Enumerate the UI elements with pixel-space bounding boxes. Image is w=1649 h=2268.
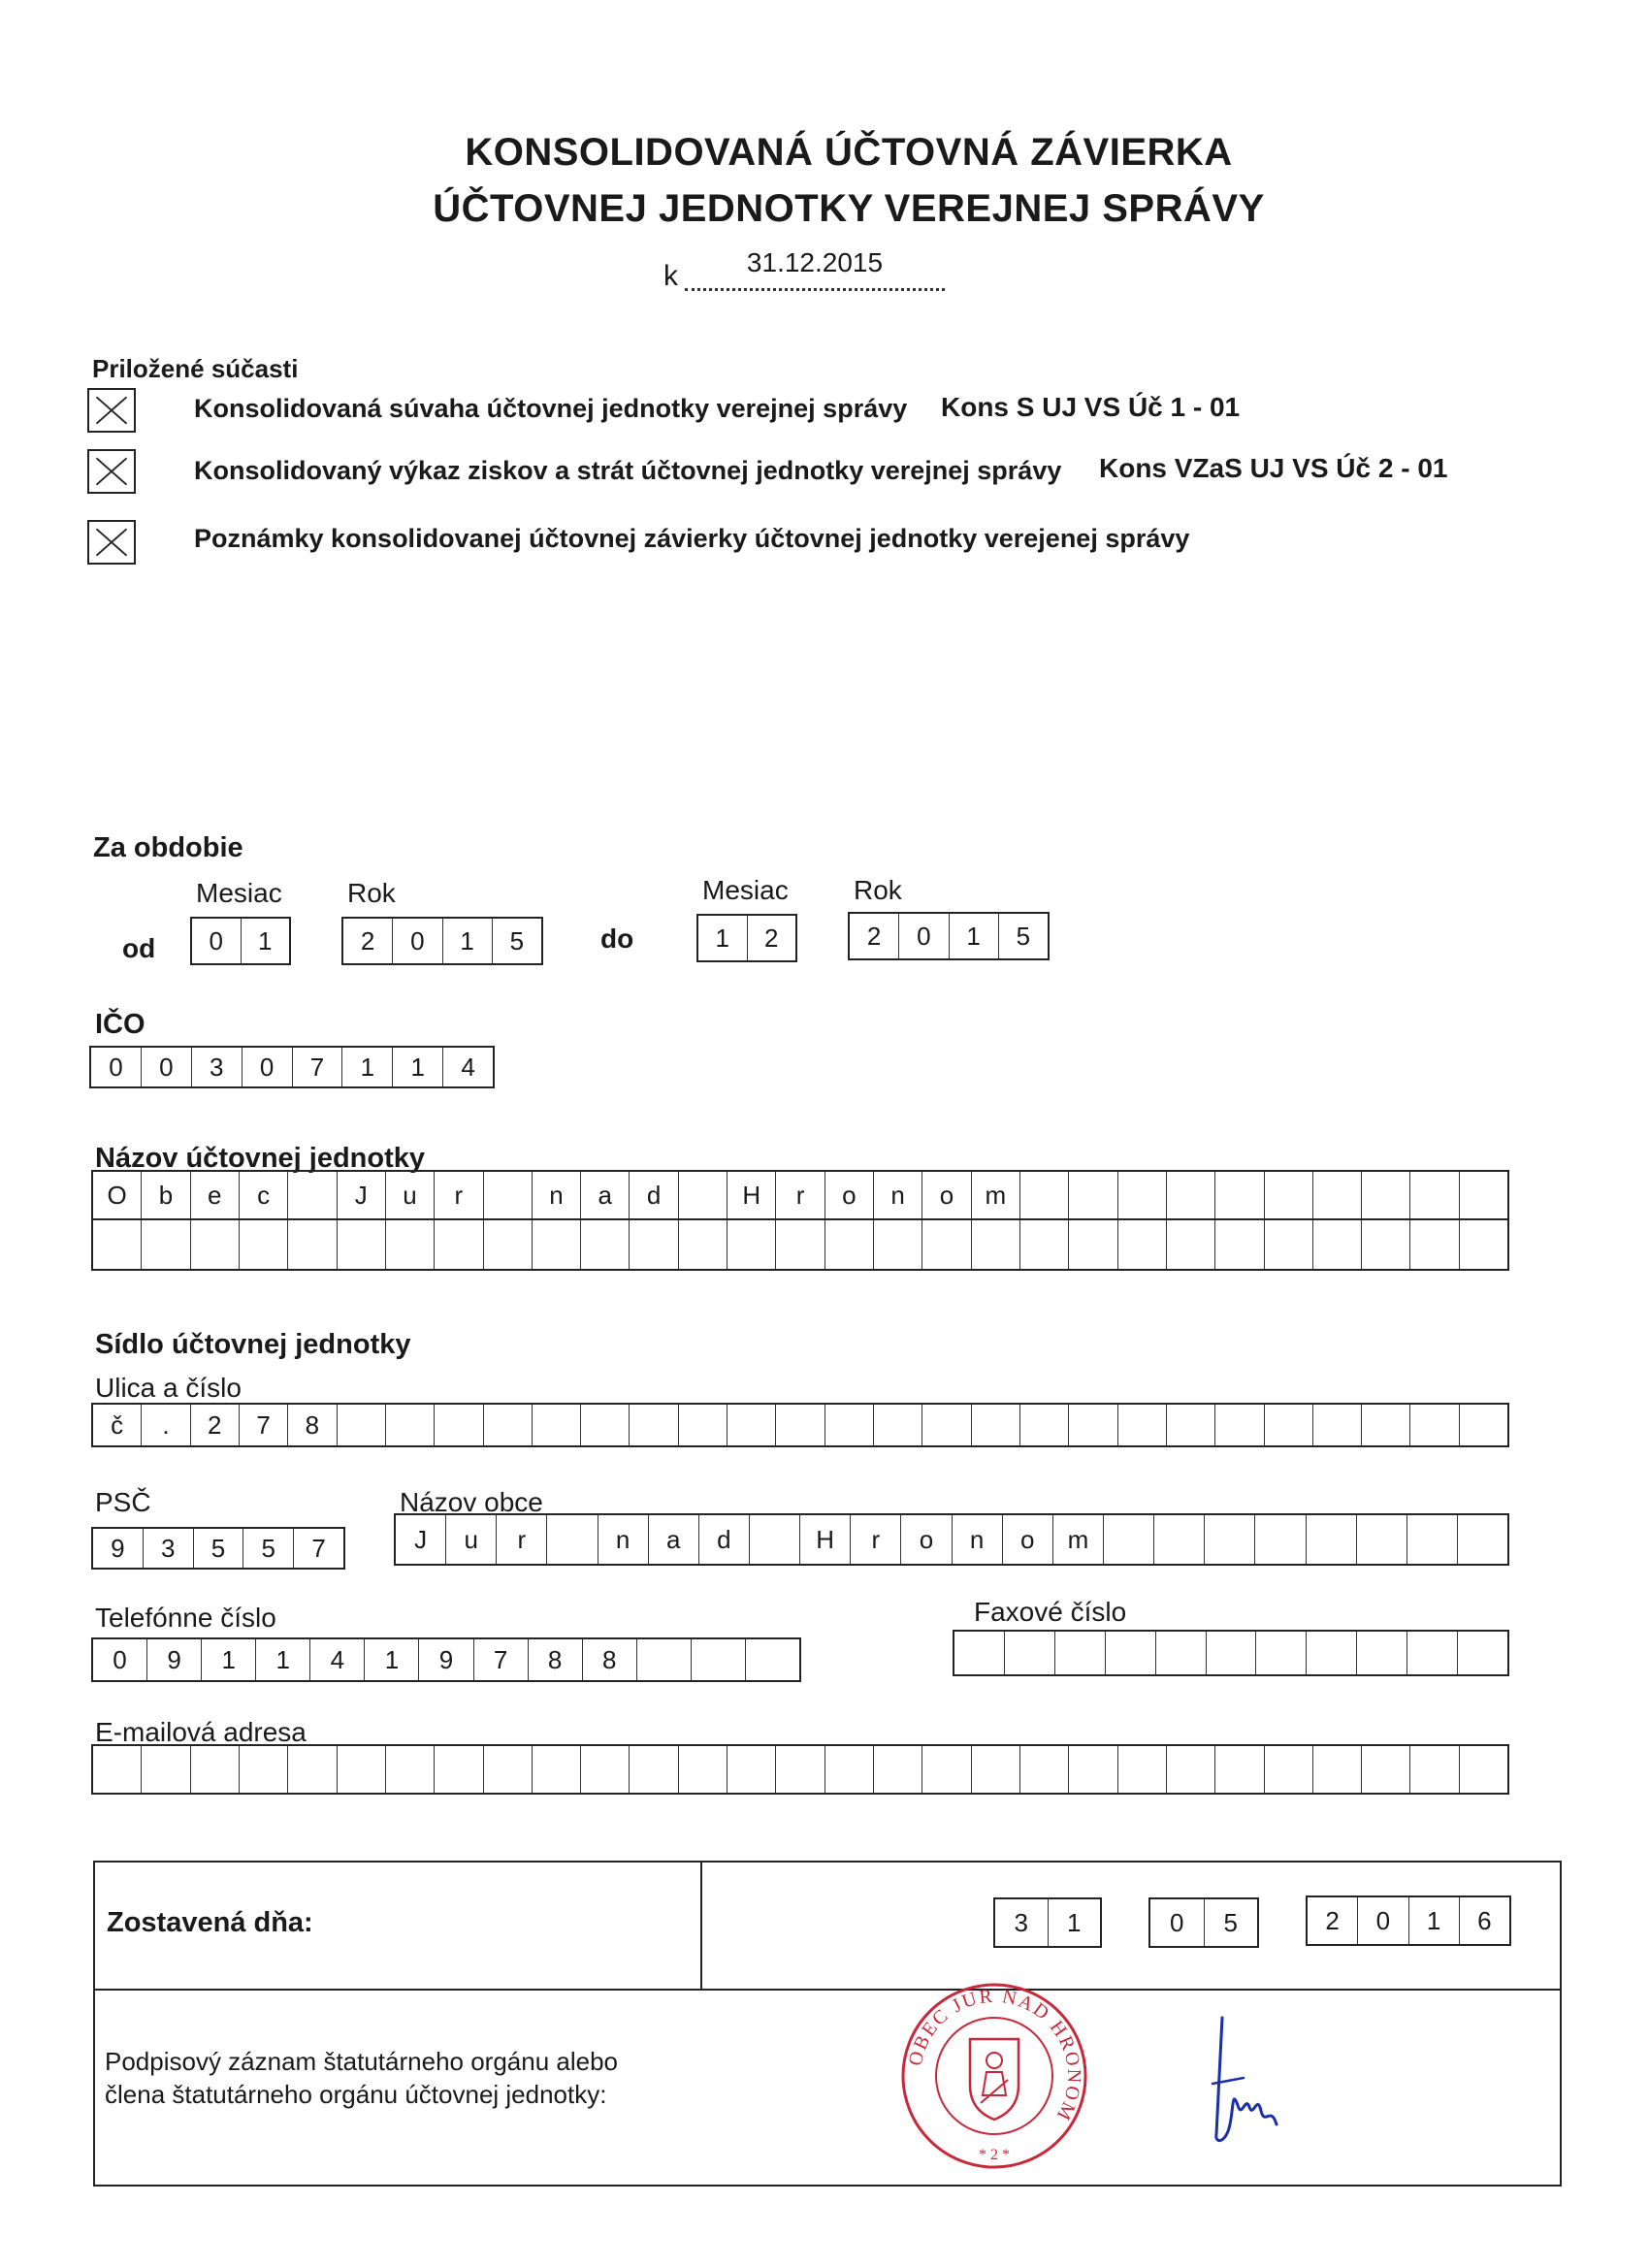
cell — [1069, 1746, 1117, 1793]
official-stamp — [897, 1979, 1091, 2173]
cell: d — [699, 1515, 750, 1564]
cell: 1 — [256, 1639, 310, 1680]
cell — [1118, 1172, 1167, 1218]
cell — [1410, 1405, 1459, 1445]
entity-name-row-2[interactable] — [91, 1218, 1509, 1271]
cell — [825, 1405, 874, 1445]
cell: m — [972, 1172, 1020, 1218]
cell: a — [649, 1515, 699, 1564]
cell — [1118, 1746, 1167, 1793]
cell — [972, 1746, 1020, 1793]
cell — [679, 1405, 728, 1445]
cell — [484, 1220, 533, 1269]
cell — [1307, 1515, 1357, 1564]
cell — [1410, 1746, 1459, 1793]
to-month-label: Mesiac — [702, 875, 789, 905]
cell: 3 — [144, 1529, 194, 1568]
cell: 5 — [1016, 921, 1031, 951]
cell — [746, 1639, 799, 1680]
cell — [1362, 1172, 1410, 1218]
from-month-label: Mesiac — [196, 878, 282, 908]
cell — [692, 1639, 746, 1680]
fax-label: Faxové číslo — [974, 1597, 1127, 1627]
cell — [1357, 1632, 1407, 1674]
cell — [338, 1405, 386, 1445]
cell: c — [240, 1172, 288, 1218]
cell — [1407, 1515, 1458, 1564]
cell: b — [142, 1172, 190, 1218]
cell: 3 — [192, 1048, 242, 1086]
cell — [1167, 1220, 1215, 1269]
cell — [1069, 1220, 1117, 1269]
cell — [386, 1220, 435, 1269]
title-line-1: KONSOLIDOVANÁ ÚČTOVNÁ ZÁVIERKA — [465, 131, 1233, 174]
cell: 7 — [293, 1048, 343, 1086]
cell: 0 — [192, 919, 242, 963]
cell — [776, 1405, 824, 1445]
psc-label: PSČ — [95, 1487, 151, 1517]
cell: o — [1003, 1515, 1053, 1564]
cell — [1362, 1746, 1410, 1793]
cell — [1167, 1746, 1215, 1793]
street-label: Ulica a číslo — [95, 1373, 242, 1403]
address-heading: Sídlo účtovnej jednotky — [95, 1329, 411, 1360]
cell — [1362, 1405, 1410, 1445]
cell — [533, 1746, 581, 1793]
cell: o — [922, 1172, 971, 1218]
from-year-field[interactable] — [341, 917, 543, 965]
cell — [1104, 1515, 1154, 1564]
cell — [776, 1746, 824, 1793]
cell — [1215, 1172, 1264, 1218]
city-label: Názov obce — [400, 1487, 543, 1517]
cell — [484, 1405, 533, 1445]
cell: 1 — [202, 1639, 256, 1680]
cell — [922, 1220, 971, 1269]
cell — [776, 1220, 824, 1269]
cell — [533, 1405, 581, 1445]
fax-field[interactable] — [953, 1630, 1509, 1676]
cell — [1265, 1220, 1313, 1269]
from-month-field[interactable] — [190, 917, 291, 965]
phone-field[interactable] — [91, 1637, 801, 1682]
cell — [338, 1220, 386, 1269]
cell — [142, 1220, 190, 1269]
cell: 0 — [1358, 1897, 1408, 1944]
entity-name-row-1[interactable] — [91, 1170, 1509, 1220]
to-month-field[interactable] — [696, 914, 797, 962]
table-divider-vertical — [700, 1863, 702, 1989]
cell — [1069, 1172, 1117, 1218]
cell — [1156, 1632, 1207, 1674]
cell: 3 — [995, 1899, 1049, 1946]
cell: 1 — [1067, 1907, 1082, 1937]
cell — [93, 1220, 142, 1269]
to-label: do — [600, 923, 634, 954]
compiled-year-field[interactable] — [1306, 1895, 1511, 1946]
cell: 0 — [1150, 1899, 1205, 1946]
cell: . — [142, 1405, 190, 1445]
phone-label: Telefónne číslo — [95, 1603, 276, 1633]
cell — [1154, 1515, 1205, 1564]
street-field[interactable] — [91, 1403, 1509, 1447]
cell: n — [598, 1515, 649, 1564]
cell: 8 — [583, 1639, 637, 1680]
cell: o — [825, 1172, 874, 1218]
cell: 1 — [393, 1048, 443, 1086]
table-divider-horizontal — [95, 1989, 1562, 1991]
signature-label-line-1: Podpisový záznam štatutárneho orgánu alebo — [105, 2047, 619, 2076]
cell — [1215, 1405, 1264, 1445]
cell — [240, 1220, 288, 1269]
cell — [1460, 1746, 1507, 1793]
cell — [435, 1405, 483, 1445]
cell: e — [191, 1172, 240, 1218]
cell: 0 — [91, 1048, 142, 1086]
cell: r — [435, 1172, 483, 1218]
attachments-heading: Priložené súčasti — [92, 354, 299, 383]
cell — [1256, 1632, 1307, 1674]
cell: 9 — [147, 1639, 202, 1680]
cell: 0 — [93, 1639, 147, 1680]
cell — [240, 1746, 288, 1793]
period-heading: Za obdobie — [93, 832, 243, 863]
cell: H — [800, 1515, 851, 1564]
cell: 2 — [764, 923, 779, 953]
cell — [679, 1172, 728, 1218]
cell — [630, 1746, 678, 1793]
cell — [1265, 1172, 1313, 1218]
cell — [1407, 1632, 1458, 1674]
email-field[interactable] — [91, 1744, 1509, 1795]
cell — [288, 1746, 337, 1793]
date-prefix: k — [663, 260, 678, 292]
cell: 2 — [343, 919, 393, 963]
cell — [637, 1639, 692, 1680]
from-year-label: Rok — [347, 878, 396, 908]
cell: 5 — [243, 1529, 294, 1568]
cell — [1020, 1405, 1069, 1445]
cell — [1458, 1632, 1507, 1674]
cell — [1313, 1220, 1362, 1269]
cell — [1020, 1172, 1069, 1218]
cell — [1255, 1515, 1306, 1564]
cell: d — [630, 1172, 678, 1218]
email-label: E-mailová adresa — [95, 1717, 307, 1747]
cell — [1460, 1220, 1507, 1269]
compiled-month-field[interactable] — [1148, 1897, 1259, 1948]
checkbox-attachment-1[interactable] — [87, 388, 136, 433]
cell — [338, 1746, 386, 1793]
cell: n — [533, 1172, 581, 1218]
cell — [679, 1220, 728, 1269]
cell: n — [874, 1172, 922, 1218]
cell — [1307, 1632, 1357, 1674]
cell: 0 — [899, 914, 949, 958]
cell — [1410, 1220, 1459, 1269]
cell — [142, 1746, 190, 1793]
cell — [1362, 1220, 1410, 1269]
cell: 1 — [1409, 1897, 1460, 1944]
cell — [874, 1405, 922, 1445]
cell: 5 — [1223, 1907, 1238, 1937]
to-year-label: Rok — [854, 875, 902, 905]
title-line-2: ÚČTOVNEJ JEDNOTKY VEREJNEJ SPRÁVY — [433, 187, 1265, 230]
cell: 5 — [194, 1529, 244, 1568]
cell: J — [338, 1172, 386, 1218]
cell — [728, 1405, 776, 1445]
ico-label: IČO — [95, 1009, 146, 1040]
cell: 0 — [393, 919, 442, 963]
cell: 1 — [950, 914, 999, 958]
cell: u — [386, 1172, 435, 1218]
attachment-1-code: Kons S UJ VS Úč 1 - 01 — [941, 392, 1241, 422]
cell — [191, 1746, 240, 1793]
cell: O — [93, 1172, 142, 1218]
cell — [1167, 1172, 1215, 1218]
cell — [1458, 1515, 1507, 1564]
attachment-2-code: Kons VZaS UJ VS Úč 2 - 01 — [1099, 453, 1448, 483]
svg-text:OBEC JUR NAD HRONOM: OBEC JUR NAD HRONOM — [904, 1985, 1085, 2125]
cell — [1460, 1405, 1507, 1445]
cell — [386, 1405, 435, 1445]
cell: 2 — [191, 1405, 240, 1445]
cell: 6 — [1477, 1905, 1492, 1935]
cell — [1106, 1632, 1156, 1674]
cell: 1 — [443, 919, 493, 963]
attachment-3-label: Poznámky konsolidovanej účtovnej závierky účtovnej jednotky verejenej správy — [194, 524, 1190, 553]
cell: r — [497, 1515, 547, 1564]
cell — [435, 1746, 483, 1793]
cell: 1 — [258, 925, 273, 956]
cell: 8 — [288, 1405, 337, 1445]
cell: r — [776, 1172, 824, 1218]
cell — [1265, 1746, 1313, 1793]
cell: 9 — [419, 1639, 473, 1680]
cell: 2 — [1308, 1897, 1358, 1944]
cell: H — [728, 1172, 776, 1218]
cell — [728, 1220, 776, 1269]
cell: č — [93, 1405, 142, 1445]
cell: 9 — [93, 1529, 144, 1568]
cell — [972, 1405, 1020, 1445]
cell: m — [1053, 1515, 1104, 1564]
cell: 4 — [461, 1052, 475, 1082]
cell — [1410, 1172, 1459, 1218]
checkbox-attachment-2[interactable] — [87, 449, 136, 494]
cell — [1020, 1220, 1069, 1269]
entity-name-label: Názov účtovnej jednotky — [95, 1143, 426, 1174]
cell: 1 — [342, 1048, 393, 1086]
cell — [581, 1746, 630, 1793]
cell — [1020, 1746, 1069, 1793]
cell — [972, 1220, 1020, 1269]
cell — [1205, 1515, 1255, 1564]
cell — [1207, 1632, 1257, 1674]
cell: 2 — [850, 914, 899, 958]
from-label: od — [122, 933, 156, 963]
cell — [630, 1220, 678, 1269]
cell — [1313, 1405, 1362, 1445]
cell — [1215, 1220, 1264, 1269]
cell — [1265, 1405, 1313, 1445]
cell — [484, 1746, 533, 1793]
compiled-label: Zostavená dňa: — [107, 1907, 313, 1938]
cell — [1118, 1405, 1167, 1445]
cell — [288, 1220, 337, 1269]
cell — [1460, 1172, 1507, 1218]
cell: r — [851, 1515, 901, 1564]
cell — [1069, 1405, 1117, 1445]
cell — [386, 1746, 435, 1793]
cell — [750, 1515, 800, 1564]
cell — [435, 1220, 483, 1269]
compiled-day-field[interactable] — [993, 1897, 1102, 1948]
cell: o — [901, 1515, 952, 1564]
cell: n — [953, 1515, 1003, 1564]
handwritten-signature — [1193, 1998, 1300, 2154]
city-field[interactable] — [394, 1513, 1509, 1566]
cell — [1313, 1746, 1362, 1793]
cell — [825, 1220, 874, 1269]
cell — [954, 1632, 1005, 1674]
cell — [93, 1746, 142, 1793]
cell: 8 — [529, 1639, 583, 1680]
cell — [630, 1405, 678, 1445]
cell — [922, 1405, 971, 1445]
cell: u — [446, 1515, 497, 1564]
cell: 5 — [509, 925, 525, 956]
attachment-1-label: Konsolidovaná súvaha účtovnej jednotky verejnej správy — [194, 394, 908, 423]
svg-text:* 2 *: * 2 * — [979, 2147, 1010, 2163]
cell — [1005, 1632, 1055, 1674]
cell — [1167, 1405, 1215, 1445]
signature-label-line-2: člena štatutárneho orgánu účtovnej jednotky: — [105, 2080, 607, 2109]
cell — [679, 1746, 728, 1793]
cell — [533, 1220, 581, 1269]
attachment-2-label: Konsolidovaný výkaz ziskov a strát účtovnej jednotky verejnej správy — [194, 456, 1062, 485]
cell — [191, 1220, 240, 1269]
psc-field[interactable] — [91, 1527, 345, 1570]
cell: 1 — [698, 916, 748, 960]
cell — [728, 1746, 776, 1793]
cell — [874, 1220, 922, 1269]
cell: 0 — [242, 1048, 293, 1086]
cell — [1313, 1172, 1362, 1218]
cell: a — [581, 1172, 630, 1218]
cell: 7 — [311, 1533, 326, 1563]
cell: J — [396, 1515, 446, 1564]
cell: 0 — [142, 1048, 192, 1086]
cell — [581, 1405, 630, 1445]
cell — [874, 1746, 922, 1793]
cell — [547, 1515, 598, 1564]
cell — [1215, 1746, 1264, 1793]
checkbox-attachment-3[interactable] — [87, 520, 136, 565]
ico-field[interactable] — [89, 1046, 495, 1088]
cell — [288, 1172, 337, 1218]
cell: 7 — [240, 1405, 288, 1445]
cell — [922, 1746, 971, 1793]
cell — [1055, 1632, 1106, 1674]
cell — [484, 1172, 533, 1218]
cell — [581, 1220, 630, 1269]
cell — [1118, 1220, 1167, 1269]
cell — [825, 1746, 874, 1793]
to-year-field[interactable] — [848, 912, 1050, 960]
cell — [1357, 1515, 1407, 1564]
cell: 4 — [310, 1639, 365, 1680]
cell: 1 — [365, 1639, 419, 1680]
cell: 7 — [474, 1639, 529, 1680]
date-value: 31.12.2015 — [685, 247, 945, 291]
